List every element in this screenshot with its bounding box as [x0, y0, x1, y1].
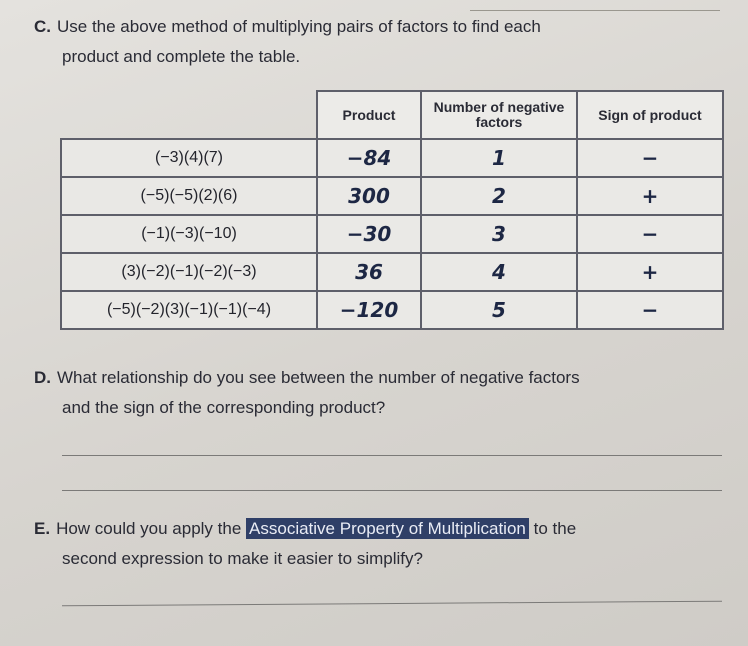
table-header-row [61, 91, 723, 139]
sign-answer[interactable]: − [577, 139, 723, 177]
expression-cell: (−3)(4)(7) [61, 139, 317, 177]
sign-answer[interactable]: + [577, 177, 723, 215]
table-row [61, 215, 723, 253]
negatives-answer[interactable]: 4 [421, 253, 577, 291]
table-row [61, 291, 723, 329]
sign-answer[interactable]: − [577, 291, 723, 329]
expression-cell: (−5)(−2)(3)(−1)(−1)(−4) [61, 291, 317, 329]
top-divider [470, 10, 720, 11]
product-answer[interactable]: 36 [317, 253, 421, 291]
header-negative-factors: Number of negative factors [421, 91, 577, 139]
negatives-answer[interactable]: 2 [421, 177, 577, 215]
header-sign: Sign of product [577, 91, 723, 139]
question-e-letter: E. [34, 519, 51, 538]
expression-cell: (3)(−2)(−1)(−2)(−3) [61, 253, 317, 291]
table-row [61, 139, 723, 177]
question-d [34, 367, 724, 419]
product-answer[interactable]: −30 [317, 215, 421, 253]
question-e [34, 518, 724, 570]
question-e-text-1a: How could you apply the [56, 519, 242, 538]
products-table [60, 90, 724, 330]
question-c-text-2: product and complete the table. [62, 47, 301, 66]
answer-line-e-1[interactable] [62, 601, 722, 607]
question-d-text-2: and the sign of the corresponding product? [62, 398, 386, 417]
product-answer[interactable]: 300 [317, 177, 421, 215]
sign-answer[interactable]: − [577, 215, 723, 253]
negatives-answer[interactable]: 5 [421, 291, 577, 329]
negatives-answer[interactable]: 3 [421, 215, 577, 253]
question-c [34, 16, 714, 68]
question-e-text-2: second expression to make it easier to simplify? [62, 549, 423, 568]
header-product: Product [317, 91, 421, 139]
sign-answer[interactable]: + [577, 253, 723, 291]
table-row [61, 253, 723, 291]
question-c-text-1: Use the above method of multiplying pairs of factors to find each [57, 17, 541, 36]
answer-line-d-2[interactable] [62, 490, 722, 491]
question-d-letter: D. [34, 368, 51, 387]
table-row [61, 177, 723, 215]
product-answer[interactable]: −120 [317, 291, 421, 329]
header-blank-cell [61, 91, 317, 139]
question-c-letter: C. [34, 17, 51, 36]
associative-property-highlight: Associative Property of Multiplication [246, 518, 529, 539]
product-answer[interactable]: −84 [317, 139, 421, 177]
negatives-answer[interactable]: 1 [421, 139, 577, 177]
question-e-text-1b: to the [533, 519, 577, 538]
expression-cell: (−1)(−3)(−10) [61, 215, 317, 253]
answer-line-d-1[interactable] [62, 455, 722, 456]
question-d-text-1: What relationship do you see between the number of negative factors [57, 368, 580, 387]
expression-cell: (−5)(−5)(2)(6) [61, 177, 317, 215]
